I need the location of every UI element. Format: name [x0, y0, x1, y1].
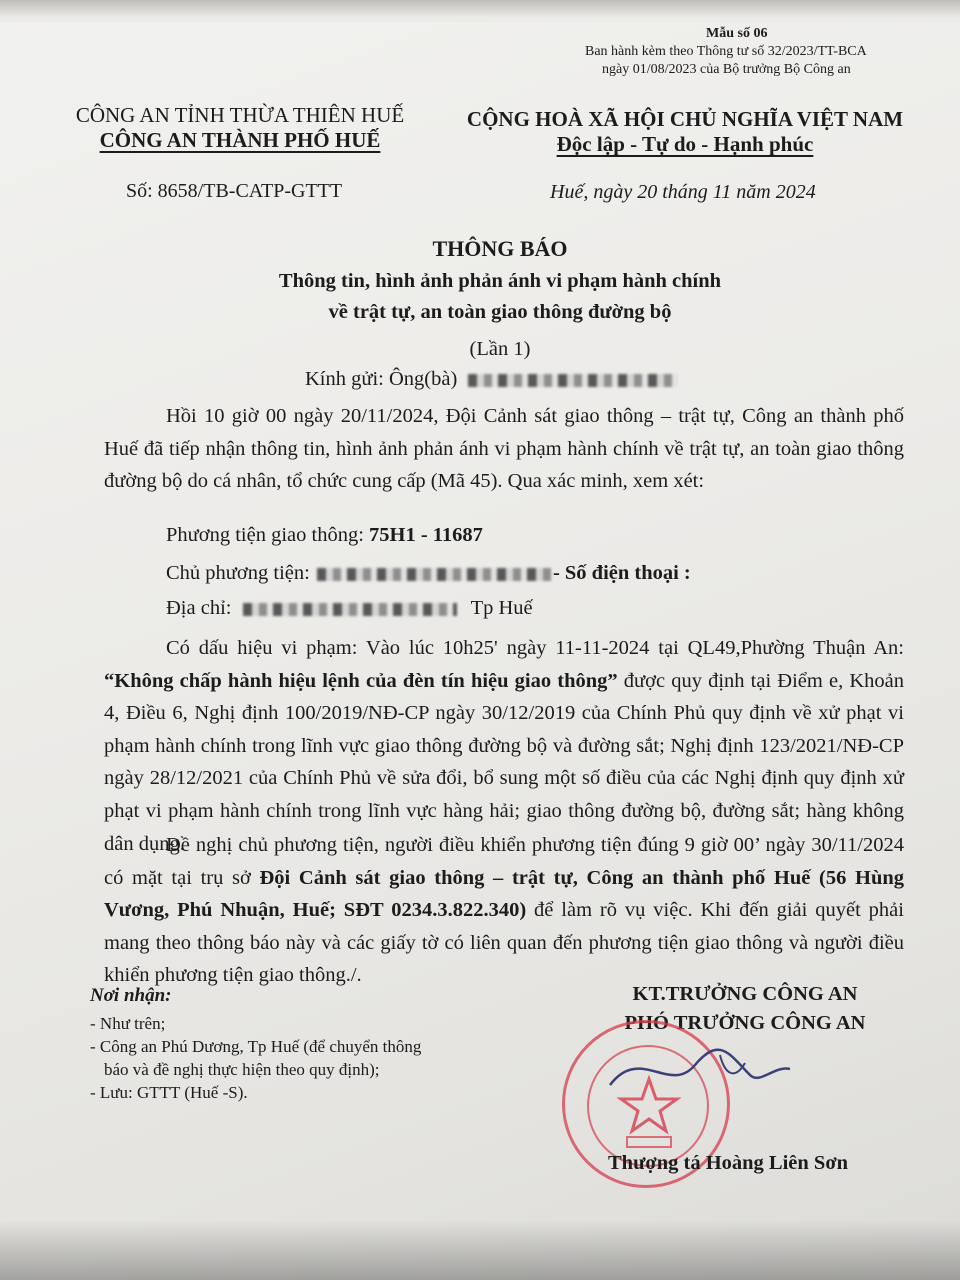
request-intro: Đề nghị chủ phương tiện, người điều khiển phương tiện đúng 9 giờ 00’ ngày 30/11/2024 có mặt tại trụ sở [104, 834, 904, 889]
recipient-item: - Lưu: GTTT (Huế -S). [90, 1083, 248, 1102]
page-shadow-bottom [0, 1220, 960, 1280]
violation-legal-basis: được quy định tại Điểm e, Khoản 4, Điều 6, Nghị định 100/2019/NĐ-CP ngày 30/12/2019 của Chính Phủ quy định về xử phạt vi phạm hành chính trong lĩnh vực giao thông đường bộ và đường sắt; Nghị định 123/2021/NĐ-CP ngày 28/12/2021 của Chính Phủ về sửa đổi, bổ sung một số điều của các Nghị định quy định xử phạt vi phạm hành chính trong lĩnh vực hàng hải; giao thông đường bộ, đường sắt; hàng không dân dụng. [104, 669, 904, 855]
national-motto: Độc lập - Tự do - Hạnh phúc [556, 132, 814, 156]
violation-paragraph [104, 632, 904, 860]
notice-title: THÔNG BÁO [432, 236, 568, 261]
violation-description: “Không chấp hành hiệu lệnh của đèn tín hiệu giao thông” [104, 669, 618, 692]
signature-title-2: PHÓ TRƯỞNG CÔNG AN [624, 1012, 866, 1034]
signer-name: Thượng tá Hoàng Liên Sơn [608, 1152, 849, 1174]
request-instructions: để làm rõ vụ việc. Khi đến giải quyết phải mang theo thông báo này và các giấy tờ có liên quan đến phương tiện giao thông và người điều khiển phương tiện giao thông./. [104, 899, 904, 987]
agency-province: CÔNG AN TỈNH THỪA THIÊN HUẾ [75, 103, 405, 127]
notice-subtitle-2: về trật tự, an toàn giao thông đường bộ [328, 301, 672, 323]
address-line [166, 597, 533, 620]
address-label: Địa chỉ: [166, 597, 232, 619]
form-issued-date: ngày 01/08/2023 của Bộ trưởng Bộ Công an [602, 62, 851, 77]
national-motto-title: CỘNG HOÀ XÃ HỘI CHỦ NGHĨA VIỆT NAM [466, 107, 904, 131]
redacted-recipient-name [468, 374, 678, 387]
recipient-item: báo và đề nghị thực hiện theo quy định); [104, 1060, 380, 1079]
vehicle-line [166, 524, 483, 547]
request-office-address: Đội Cảnh sát giao thông – trật tự, Công an thành phố Huế (56 Hùng Vương, Phú Nhuận, Huế; SĐT 0234.3.822.340) [104, 866, 905, 922]
address-city: Tp Huế [470, 597, 533, 619]
owner-label: Chủ phương tiện: [166, 562, 310, 584]
violation-intro: Có dấu hiệu vi phạm: Vào lúc 10h25' ngày 11-11-2024 tại QL49,Phường Thuận An: [166, 637, 904, 659]
recipients-heading: Nơi nhận: [90, 985, 172, 1006]
vehicle-plate: 75H1 - 11687 [369, 524, 483, 546]
page-shadow-top [0, 0, 960, 22]
recipient-line [305, 368, 678, 391]
form-number: Mẫu số 06 [706, 26, 768, 41]
form-issued-with: Ban hành kèm theo Thông tư số 32/2023/TT-BCA [585, 44, 867, 59]
document-number: Số: 8658/TB-CATP-GTTT [126, 180, 343, 202]
phone-label: - Số điện thoại : [552, 562, 691, 584]
notice-round: (Lần 1) [469, 338, 531, 360]
vehicle-label: Phương tiện giao thông: [166, 524, 364, 546]
agency-city: CÔNG AN THÀNH PHỐ HUẾ [99, 128, 381, 152]
request-paragraph [104, 829, 904, 992]
recipient-label: Kính gửi: Ông(bà) [305, 368, 458, 390]
signature-title-1: KT.TRƯỞNG CÔNG AN [632, 983, 858, 1005]
handwritten-signature [600, 1035, 800, 1105]
recipient-item: - Như trên; [90, 1014, 166, 1033]
intro-paragraph: Hồi 10 giờ 00 ngày 20/11/2024, Đội Cảnh sát giao thông – trật tự, Công an thành phố Huế đã tiếp nhận thông tin, hình ảnh phản ánh vi phạm hành chính về trật tự, an toàn giao thông đường bộ do cá nhân, tổ chức cung cấp (Mã 45). Qua xác minh, xem xét: [104, 405, 904, 493]
recipient-item: - Công an Phú Dương, Tp Huế (để chuyển thông [90, 1037, 422, 1056]
redacted-owner-name [317, 568, 551, 581]
redacted-address [243, 603, 457, 616]
document-date: Huế, ngày 20 tháng 11 năm 2024 [550, 181, 816, 203]
notice-subtitle-1: Thông tin, hình ảnh phản ánh vi phạm hành chính [278, 270, 722, 292]
owner-line [166, 562, 691, 585]
